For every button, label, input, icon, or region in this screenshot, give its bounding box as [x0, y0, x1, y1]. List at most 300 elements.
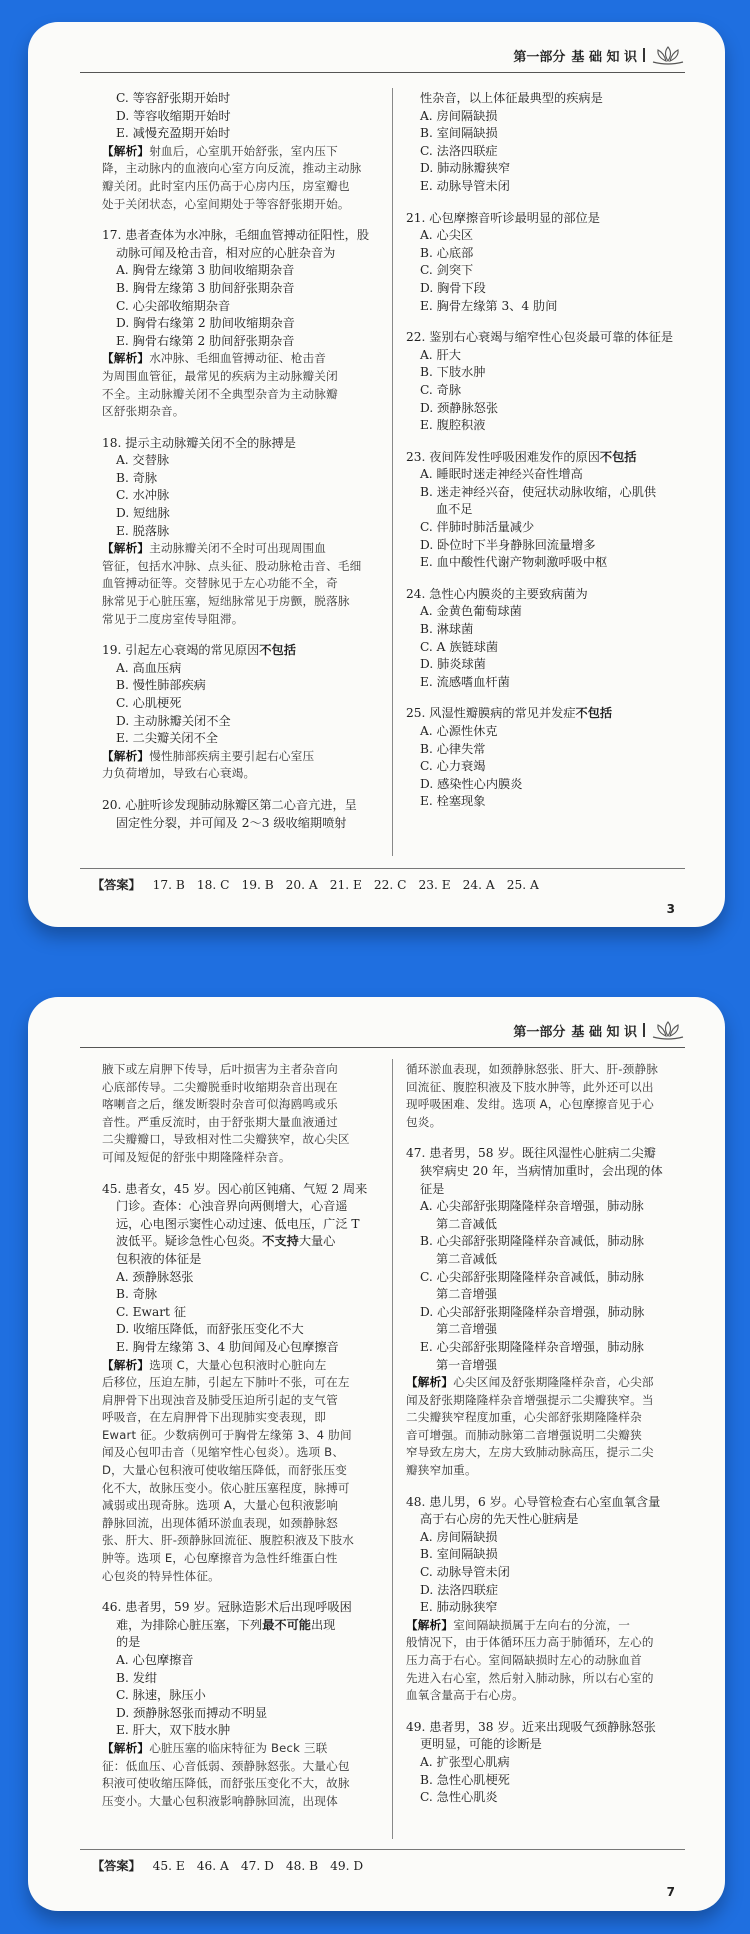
answer-option [406, 125, 690, 143]
question-stem-cont [102, 1617, 380, 1635]
explanation-line [102, 1793, 380, 1811]
line-text: 为周围血管征，最常见的疾病为主动脉瓣关闭 [102, 368, 338, 383]
question-stem [102, 435, 380, 453]
line-text: 45. 患者女，45 岁。因心前区钝痛、气短 2 周来 [102, 1181, 368, 1196]
answer-option [406, 178, 690, 196]
line-text: 减弱或出现奇脉。选项 A，大量心包积液影响 [102, 1498, 339, 1513]
block-gap [102, 1585, 380, 1599]
line-text: 腋下或左肩胛下传导，后叶损害为主者杂音向 [102, 1062, 338, 1076]
answer-option [406, 1754, 690, 1772]
line-text: 音可增强。而肺动脉第二音增强说明二尖瓣狭 [406, 1427, 642, 1442]
answer-option [406, 382, 690, 400]
answer-option [406, 1339, 690, 1357]
explanation-line [406, 1634, 690, 1652]
explanation-label: 【解析】 [406, 1617, 454, 1632]
line-text: E. 动脉导管未闭 [420, 178, 510, 193]
line-text: 征：低血压、心音低弱、颈静脉怒张。大量心包 [102, 1758, 350, 1773]
question-stem-cont [406, 1163, 690, 1181]
answer-option [102, 523, 380, 541]
explanation-line [102, 350, 380, 368]
answer-key-item: 25. A [506, 878, 539, 892]
question-stem-cont [102, 245, 380, 263]
answer-option-cont [406, 1321, 690, 1339]
line-text: E. 流感嗜血杆菌 [420, 674, 510, 689]
book-page-7 [28, 997, 725, 1911]
line-text: D. 收缩压降低，而舒张压变化不大 [116, 1322, 304, 1337]
answer-option [102, 677, 380, 695]
line-text: D. 肺动脉瓣狭窄 [420, 161, 511, 176]
page3-left-column [102, 90, 380, 832]
line-text: E. 栓塞现象 [420, 794, 486, 809]
line-text: D. 等容收缩期开始时 [116, 108, 231, 123]
question-stem [406, 1719, 690, 1737]
header-divider [643, 1023, 645, 1037]
explanation-label: 【解析】 [102, 1740, 150, 1755]
line-text: 23. 夜间阵发性呼吸困难发作的原因 [406, 449, 600, 464]
answer-option [406, 1564, 690, 1582]
answer-option [406, 262, 690, 280]
question-stem [406, 210, 690, 228]
header-title: 基 础 知 识 [571, 49, 637, 65]
question-stem-cont [406, 1181, 690, 1199]
line-text: 第二音减低 [436, 1251, 497, 1266]
explanation-line [406, 1670, 690, 1688]
line-text: 闻及心包叩击音（见缩窄性心包炎）。选项 B、 [102, 1445, 345, 1460]
answer-key-item: 18. C [196, 878, 230, 892]
line-text: 慢性肺部疾病主要引起右心室压 [149, 748, 315, 763]
line-text: C. 伴肺时肺活量减少 [420, 520, 535, 535]
line-text: 21. 心包摩擦音听诊最明显的部位是 [406, 210, 600, 225]
explanation-line [406, 1374, 690, 1392]
question-stem [406, 586, 690, 604]
line-text: A. 扩张型心肌病 [420, 1754, 510, 1769]
line-text: 22. 鉴别右心衰竭与缩窄性心包炎最可靠的体征是 [406, 330, 674, 345]
line-text: B. 慢性肺部疾病 [116, 678, 206, 693]
line-text: 性杂音，以上体征最典型的疾病是 [420, 91, 603, 105]
explanation-line [102, 1515, 380, 1533]
explanation-line [102, 748, 380, 766]
answer-option [102, 298, 380, 316]
line-text: D. 肺炎球菌 [420, 657, 486, 672]
line-text: 20. 心脏听诊发现肺动脉瓣区第二心音亢进，呈 [102, 797, 357, 812]
emphasis-text: 不包括 [259, 643, 296, 658]
running-header [513, 1019, 685, 1041]
line-text: A. 心尖部舒张期隆隆样杂音增强，肺动脉 [420, 1199, 644, 1214]
line-text: 心底部传导。二尖瓣脱垂时收缩期杂音出现在 [102, 1079, 338, 1094]
line-text: 46. 患者男，59 岁。冠脉造影术后出现呼吸困 [102, 1600, 352, 1615]
answer-option [406, 723, 690, 741]
answer-option [406, 466, 690, 484]
answer-option [102, 730, 380, 748]
line-text: 脉常见于心脏压塞，短绌脉常见于房颤，脱落脉 [102, 594, 350, 609]
explanation-line [102, 1497, 380, 1515]
answer-option [102, 470, 380, 488]
block-gap [406, 315, 690, 329]
question-stem [406, 329, 690, 347]
block-gap [102, 421, 380, 435]
line-text: D. 主动脉瓣关闭不全 [116, 713, 231, 728]
line-text: B. 心律失常 [420, 741, 486, 756]
answer-option [406, 1582, 690, 1600]
explanation-line [102, 1444, 380, 1462]
line-text: 积液可使收缩压降低，而舒张压变化不大，故脉 [102, 1776, 350, 1791]
explanation-line [102, 1462, 380, 1480]
line-text: 压力高于右心。室间隔缺损时左心的动脉血首 [406, 1653, 642, 1667]
answer-key-label: 【答案】 [92, 878, 141, 892]
block-gap [406, 196, 690, 210]
line-text: 选项 C，大量心包积液时心脏向左 [149, 1357, 327, 1372]
answer-option [406, 1304, 690, 1322]
line-text: 射血后，心室肌开始舒张，室内压下 [149, 143, 338, 158]
answer-option [406, 1269, 690, 1287]
book-lotus-icon [651, 44, 685, 66]
line-text: A. 高血压病 [116, 660, 182, 675]
answer-key-item: 22. C [373, 878, 407, 892]
header-part: 第一部分 [513, 49, 566, 65]
line-text: 固定性分裂，并可闻及 2～3 级收缩期喷射 [116, 815, 347, 830]
line-text: B. 奇脉 [116, 1287, 158, 1302]
answer-option [406, 639, 690, 657]
line-text: 47. 患者男，58 岁。既往风湿性心脏病二尖瓣 [406, 1146, 656, 1161]
explanation-line [102, 593, 380, 611]
line-text: A. 睡眠时迷走神经兴奋性增高 [420, 467, 583, 482]
line-text: 19. 引起左心衰竭的常见原因 [102, 643, 260, 658]
block-gap [102, 628, 380, 642]
answer-option [406, 776, 690, 794]
question-stem [102, 642, 380, 660]
answer-key-item: 24. A [462, 878, 495, 892]
answer-option [406, 537, 690, 555]
line-text: E. 肝大，双下肢水肿 [116, 1723, 231, 1738]
line-text: C. 法洛四联症 [420, 143, 498, 158]
block-gap [102, 213, 380, 227]
line-text: 管征，包括水冲脉、点头征、股动脉枪击音、毛细 [102, 558, 362, 573]
explanation-line [102, 1149, 380, 1167]
explanation-line [102, 160, 380, 178]
header-divider [643, 48, 645, 62]
line-text: A. 房间隔缺损 [420, 1529, 498, 1544]
line-text: 回流征、腹腔积液及下肢水肿等，此外还可以出 [406, 1079, 654, 1094]
line-text: 张、肝大、肝-颈静脉回流征、腹腔积液及下肢水 [102, 1533, 355, 1548]
line-text: C. 等容舒张期开始时 [116, 91, 231, 105]
block-gap [406, 1480, 690, 1494]
explanation-line [102, 368, 380, 386]
explanation-line [102, 1114, 380, 1132]
explanation-line [102, 1532, 380, 1550]
page-number: 7 [666, 1885, 675, 1899]
answer-option [102, 1687, 380, 1705]
line-text: 心脏压塞的临床特征为 Beck 三联 [149, 1740, 328, 1755]
line-text: E. 血中酸性代谢产物刺激呼吸中枢 [420, 555, 608, 570]
book-lotus-icon [651, 1019, 685, 1041]
answer-option [102, 713, 380, 731]
answer-rule [80, 868, 685, 869]
answer-option [406, 674, 690, 692]
column-divider [392, 1059, 393, 1839]
answer-option [102, 280, 380, 298]
explanation-label: 【解析】 [406, 1375, 454, 1390]
line-text: 不全。主动脉瓣关闭不全典型杂音为主动脉瓣 [102, 386, 338, 401]
explanation-line [102, 1409, 380, 1427]
explanation-line [102, 1427, 380, 1445]
line-text: 第二音减低 [436, 1216, 497, 1231]
header-part: 第一部分 [513, 1024, 566, 1040]
explanation-line [406, 1114, 690, 1132]
explanation-line [102, 1061, 380, 1079]
line-text: A. 金黄色葡萄球菌 [420, 604, 522, 619]
answer-option [102, 1652, 380, 1670]
explanation-label: 【解析】 [102, 541, 150, 556]
answer-key-item: 21. E [329, 878, 362, 892]
answer-option [102, 1304, 380, 1322]
answer-option [406, 758, 690, 776]
line-text: 可闻及短促的舒张中期隆隆样杂音。 [102, 1149, 291, 1164]
line-text: C. 心尖部收缩期杂音 [116, 298, 231, 313]
line-text: A. 交替脉 [116, 453, 170, 468]
answer-key-item: 46. A [196, 1859, 229, 1873]
line-text: 化不大，故脉压变小。依心脏压塞程度，脉搏可 [102, 1480, 350, 1495]
answer-option [102, 1722, 380, 1740]
line-text: B. 下肢水肿 [420, 365, 486, 380]
explanation-line [406, 1462, 690, 1480]
line-text: 水冲脉、毛细血管搏动征、枪击音 [149, 351, 327, 366]
line-text: 的是 [116, 1635, 141, 1650]
line-text: 心尖区闻及舒张期隆隆样杂音，心尖部 [453, 1375, 654, 1390]
answer-key-item: 19. B [241, 878, 274, 892]
explanation-line [102, 540, 380, 558]
column-divider [392, 88, 393, 856]
answer-option [406, 280, 690, 298]
block-gap [406, 1131, 690, 1145]
answer-option [102, 315, 380, 333]
line-text-tail: 出现 [311, 1617, 336, 1632]
answer-key [92, 1857, 375, 1874]
answer-option [406, 621, 690, 639]
line-text: C. 脉速，脉压小 [116, 1688, 206, 1703]
question-stem [406, 705, 690, 723]
question-stem-cont [102, 1634, 380, 1652]
explanation-label: 【解析】 [102, 748, 150, 763]
line-text: 闻及舒张期隆隆样杂音增强提示二尖瓣狭窄。当 [406, 1392, 654, 1407]
line-text: 窄导致左房大，左房大致肺动脉高压，提示二尖 [406, 1445, 654, 1460]
line-text: D. 颈静脉怒张 [420, 400, 499, 415]
line-text: A. 心尖区 [420, 228, 474, 243]
line-text: A. 肝大 [420, 347, 461, 362]
line-text: 动脉可闻及枪击音，相对应的心脏杂音为 [116, 245, 336, 260]
answer-option [406, 741, 690, 759]
line-text: 喀喇音之后，继发断裂时杂音可似海鸥鸣或乐 [102, 1097, 338, 1112]
question-stem [102, 1599, 380, 1617]
line-text: E. 减慢充盈期开始时 [116, 126, 231, 141]
explanation-line [102, 1096, 380, 1114]
block-gap [406, 1705, 690, 1719]
answer-option [406, 554, 690, 572]
explanation-line [102, 1480, 380, 1498]
question-stem-cont [102, 1216, 380, 1234]
explanation-line [406, 1096, 690, 1114]
question-stem [102, 797, 380, 815]
answer-rule [80, 1849, 685, 1850]
line-text: 包积液的体征是 [116, 1251, 202, 1266]
line-text: E. 心尖部舒张期隆隆样杂音增强，肺动脉 [420, 1339, 644, 1354]
line-text: E. 脱落脉 [116, 523, 170, 538]
answer-key-item: 49. D [330, 1859, 364, 1873]
line-text: E. 腹腔积液 [420, 418, 486, 433]
answer-option [406, 603, 690, 621]
line-text: C. 水冲脉 [116, 488, 170, 503]
explanation-line [406, 1617, 690, 1635]
answer-option [406, 1772, 690, 1790]
block-gap [406, 572, 690, 586]
line-text: 音性。严重反流时，由于舒张期大量血液通过 [102, 1114, 338, 1129]
explanation-line [406, 1079, 690, 1097]
book-page-3 [28, 22, 725, 927]
line-text: 二尖瓣瓣口，导致相对性二尖瓣狭窄，故心尖区 [102, 1132, 350, 1147]
line-text: 降，主动脉内的血液向心室方向反流，推动主动脉 [102, 161, 362, 176]
explanation-line [102, 1374, 380, 1392]
line-text: C. 剑突下 [420, 263, 474, 278]
line-text: 心包炎的特异性体征。 [102, 1568, 220, 1583]
answer-option [406, 364, 690, 382]
answer-option [406, 1198, 690, 1216]
line-text: 肩胛骨下出现浊音及肺受压迫所引起的支气管 [102, 1392, 338, 1407]
line-text: 主动脉瓣关闭不全时可出现周围血 [149, 541, 327, 556]
line-text: 远，心电图示窦性心动过速、低电压，广泛 T [116, 1216, 360, 1231]
question-stem [406, 449, 690, 467]
line-text: B. 发绀 [116, 1670, 158, 1685]
page7-left-column [102, 1061, 380, 1810]
header-title: 基 础 知 识 [571, 1024, 637, 1040]
answer-option-cont [406, 1251, 690, 1269]
explanation-line [102, 143, 380, 161]
line-text: E. 胸骨左缘第 3、4 肋间闻及心包摩擦音 [116, 1339, 339, 1354]
line-text: 呼吸音，在左肩胛骨下出现肺实变表现，即 [102, 1410, 327, 1425]
line-text: D，大量心包积液可使收缩压降低，而舒张压变 [102, 1463, 348, 1478]
answer-key-item: 47. D [240, 1859, 274, 1873]
answer-option [406, 484, 690, 502]
line-text: 常见于二度房室传导阻滞。 [102, 611, 244, 626]
line-text: 处于关闭状态，心室间期处于等容舒张期开始。 [102, 196, 350, 211]
question-stem-cont [102, 1233, 380, 1251]
line-text: 49. 患者男，38 岁。近来出现吸气颈静脉怒张 [406, 1719, 656, 1734]
explanation-line [406, 1652, 690, 1670]
question-stem [406, 1494, 690, 1512]
answer-option [406, 1546, 690, 1564]
answer-option [102, 125, 380, 143]
answer-option-cont [406, 1216, 690, 1234]
line-text: 血不足 [436, 502, 473, 517]
explanation-line [102, 1079, 380, 1097]
line-text: A. 胸骨左缘第 3 肋间收缩期杂音 [116, 263, 295, 278]
line-text: D. 胸骨下段 [420, 280, 486, 295]
line-text: D. 感染性心内膜炎 [420, 776, 523, 791]
answer-option [406, 298, 690, 316]
answer-option [406, 160, 690, 178]
answer-option [406, 1233, 690, 1251]
answer-key-item: 20. A [285, 878, 318, 892]
answer-option [102, 1670, 380, 1688]
line-text: 静脉回流，出现体循环淤血表现，如颈静脉怒 [102, 1515, 338, 1530]
answer-option [406, 108, 690, 126]
line-text: A. 颈静脉怒张 [116, 1269, 194, 1284]
question-stem-cont [102, 1251, 380, 1269]
line-text: 18. 提示主动脉瓣关闭不全的脉搏是 [102, 435, 296, 450]
line-text: B. 胸骨左缘第 3 肋间舒张期杂音 [116, 280, 295, 295]
answer-key-item: 23. E [418, 878, 451, 892]
line-text: A. 房间隔缺损 [420, 108, 498, 123]
answer-key-label: 【答案】 [92, 1859, 141, 1873]
answer-option [102, 695, 380, 713]
answer-option [102, 505, 380, 523]
explanation-line [102, 1550, 380, 1568]
line-text: 更明显，可能的诊断是 [420, 1737, 542, 1752]
explanation-line [406, 1409, 690, 1427]
line-text: E. 二尖瓣关闭不全 [116, 731, 218, 746]
question-stem-cont [406, 1511, 690, 1529]
explanation-line [102, 178, 380, 196]
line-text: 压变小。大量心包积液影响静脉回流，出现体 [102, 1793, 338, 1808]
answer-option [102, 1339, 380, 1357]
line-text: B. 室间隔缺损 [420, 1547, 498, 1562]
question-stem-cont [406, 90, 690, 108]
line-text: 波低平。疑诊急性心包炎。 [116, 1234, 263, 1249]
answer-option [102, 1269, 380, 1287]
line-text: D. 卧位时下半身静脉回流量增多 [420, 537, 596, 552]
block-gap [102, 783, 380, 797]
explanation-line [102, 1131, 380, 1149]
line-text: 第二音增强 [436, 1287, 497, 1302]
line-text: C. 心肌梗死 [116, 696, 182, 710]
line-text: C. 急性心肌炎 [420, 1790, 498, 1805]
line-text: E. 胸骨右缘第 2 肋间舒张期杂音 [116, 333, 295, 348]
answer-option [102, 1705, 380, 1723]
explanation-line [406, 1687, 690, 1705]
line-text: D. 心尖部舒张期隆隆样杂音增强，肺动脉 [420, 1304, 645, 1319]
explanation-line [102, 1568, 380, 1586]
answer-option [102, 487, 380, 505]
answer-option [406, 245, 690, 263]
question-stem [406, 1145, 690, 1163]
line-text: C. 心力衰竭 [420, 759, 486, 774]
line-text: 难，为排除心脏压塞，下列 [116, 1617, 263, 1632]
line-text: E. 胸骨左缘第 3、4 肋间 [420, 298, 558, 313]
answer-key-item: 17. B [152, 878, 185, 892]
explanation-line [102, 1357, 380, 1375]
answer-option [102, 1286, 380, 1304]
line-text: 门诊。查体：心浊音界向两侧增大，心音遥 [116, 1199, 348, 1214]
emphasis-text: 最不可能 [262, 1617, 311, 1632]
line-text: D. 短绌脉 [116, 506, 170, 521]
line-text: D. 胸骨右缘第 2 肋间收缩期杂音 [116, 316, 295, 331]
answer-option [406, 1789, 690, 1807]
line-text: 二尖瓣狭窄程度加重，心尖部舒张期隆隆样杂 [406, 1410, 642, 1425]
line-text: 25. 风湿性瓣膜病的常见并发症 [406, 706, 576, 721]
line-text: C. 心尖部舒张期隆隆样杂音减低，肺动脉 [420, 1269, 644, 1284]
header-rule [80, 1047, 685, 1048]
explanation-line [102, 196, 380, 214]
emphasis-text: 不支持 [262, 1234, 299, 1249]
answer-option-cont [406, 501, 690, 519]
explanation-line [102, 386, 380, 404]
answer-option [406, 1599, 690, 1617]
question-stem-cont [406, 1736, 690, 1754]
explanation-line [102, 575, 380, 593]
answer-option [102, 108, 380, 126]
answer-option [406, 656, 690, 674]
line-text: D. 颈静脉怒张而搏动不明显 [116, 1705, 268, 1720]
line-text: C. A 族链球菌 [420, 639, 499, 654]
line-text: 肿等。选项 E，心包摩擦音为急性纤维蛋白性 [102, 1551, 338, 1566]
